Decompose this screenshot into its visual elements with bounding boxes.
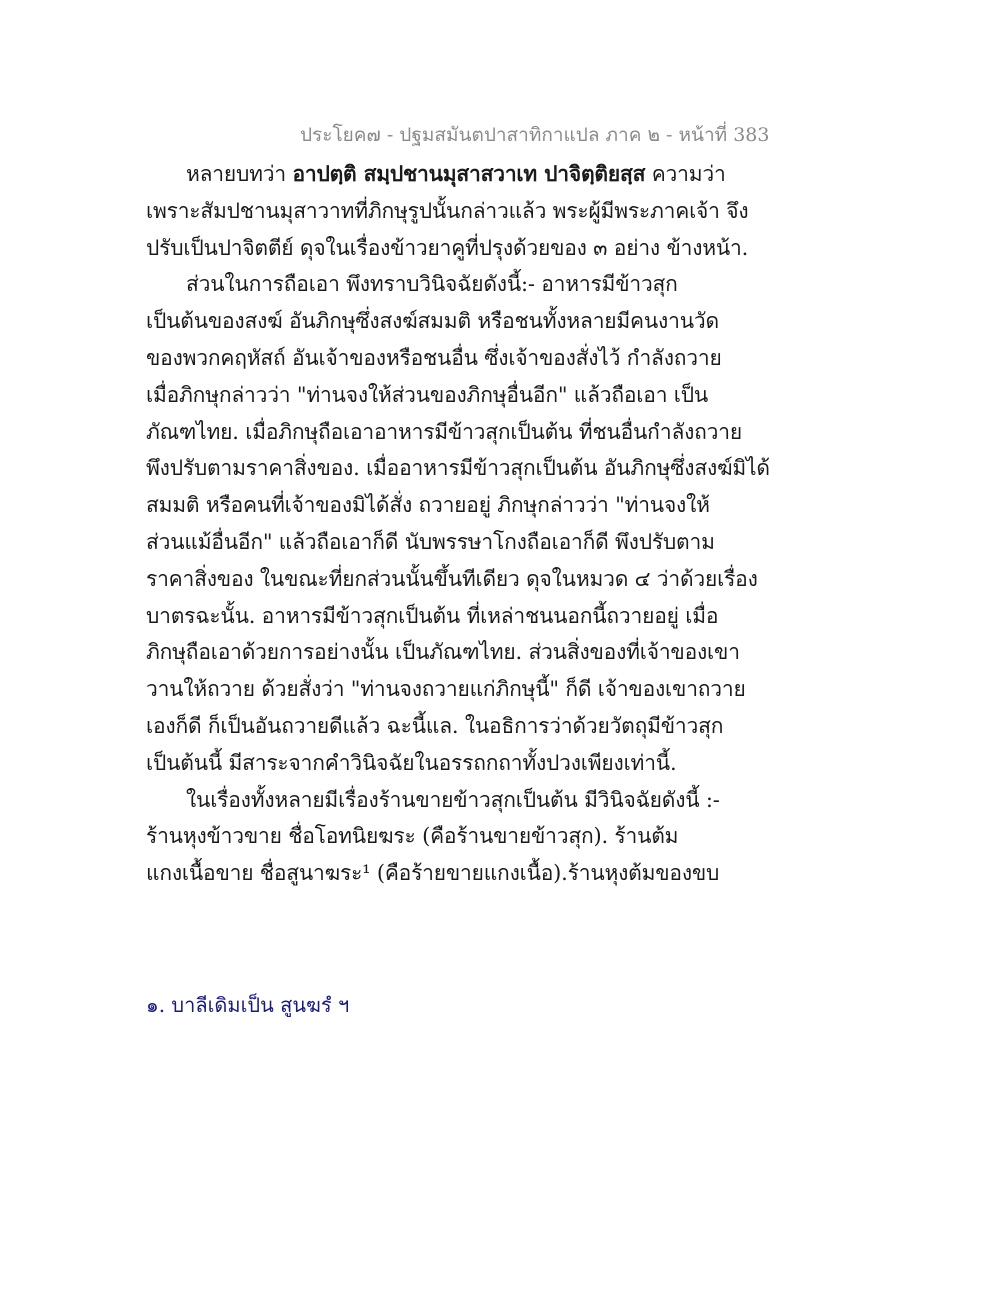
text-line: แกงเนื้อขาย ชื่อสูนาฆระ¹ (คือร้ายขายแกงเนื้อ).ร้านหุงต้มของขบ	[146, 861, 720, 886]
text-line: เมื่อภิกษุกล่าวว่า "ท่านจงให้ส่วนของภิกษุอื่นอีก" แล้วถือเอา เป็น	[146, 382, 709, 407]
text-line: เพราะสัมปชานมุสาวาทที่ภิกษุรูปนั้นกล่าวแล้ว พระผู้มีพระภาคเจ้า จึง	[146, 198, 749, 223]
body-text	[146, 156, 770, 892]
footnote: ๑. บาลีเดิมเป็น สูนฆรํ ฯ	[146, 993, 350, 1017]
text-line: ร้านหุงข้าวขาย ชื่อโอทนิยฆระ (คือร้านขายข้าวสุก). ร้านต้ม	[146, 824, 679, 849]
pali-term: อาปตฺติ สมฺปชานมุสาสวาเท ปาจิตฺติยสฺส	[292, 161, 646, 186]
text-line: วานให้ถวาย ด้วยสั่งว่า "ท่านจงถวายแก่ภิกษุนี้" ก็ดี เจ้าของเขาถวาย	[146, 677, 746, 702]
text-line: เองก็ดี ก็เป็นอันถวายดีแล้ว ฉะนี้แล. ในอธิการว่าด้วยวัตถุมีข้าวสุก	[146, 713, 724, 738]
paragraph-2-first-line: ส่วนในการถือเอา พึงทราบวินิจฉัยดังนี้:- อาหารมีข้าวสุก	[186, 272, 678, 297]
text-line: ภิกษุถือเอาด้วยการอย่างนั้น เป็นภัณฑไทย. ส่วนสิ่งของที่เจ้าของเขา	[146, 640, 740, 665]
text-line: สมมติ หรือคนที่เจ้าของมิได้สั่ง ถวายอยู่ ภิกษุกล่าวว่า "ท่านจงให้	[146, 493, 710, 518]
lead-text: หลายบทว่า	[186, 162, 286, 186]
lead-tail: ความว่า	[651, 162, 726, 186]
text-line: พึงปรับตามราคาสิ่งของ. เมื่ออาหารมีข้าวสุกเป็นต้น อันภิกษุซึ่งสงฆ์มิได้	[146, 456, 770, 481]
text-line: ส่วนแม้อื่นอีก" แล้วถือเอาก็ดี นับพรรษาโกงถือเอาก็ดี พึงปรับตาม	[146, 529, 715, 554]
text-line: บาตรฉะนั้น. อาหารมีข้าวสุกเป็นต้น ที่เหล่าชนนอกนี้ถวายอยู่ เมื่อ	[146, 603, 719, 628]
paragraph-1-first-line	[146, 156, 746, 193]
text-line: เป็นต้นนี้ มีสาระจากคำวินิจฉัยในอรรถกถาทั้งปวงเพียงเท่านี้.	[146, 750, 677, 775]
paragraph-3-first-line: ในเรื่องทั้งหลายมีเรื่องร้านขายข้าวสุกเป็นต้น มีวินิจฉัยดังนี้ :-	[186, 787, 720, 812]
text-line: เป็นต้นของสงฆ์ อันภิกษุซึ่งสงฆ์สมมติ หรือชนทั้งหลายมีคนงานวัด	[146, 309, 719, 334]
text-line: ปรับเป็นปาจิตตีย์ ดุจในเรื่องข้าวยาคูที่ปรุงด้วยของ ๓ อย่าง ข้างหน้า.	[146, 235, 749, 260]
running-header: ประโยค๗ - ปฐมสมันตปาสาทิกาแปล ภาค ๒ - หน้าที่ 383	[300, 124, 770, 146]
text-line: ราคาสิ่งของ ในขณะที่ยกส่วนนั้นขึ้นทีเดียว ดุจในหมวด ๔ ว่าด้วยเรื่อง	[146, 566, 758, 591]
text-line: ภัณฑไทย. เมื่อภิกษุถือเอาอาหารมีข้าวสุกเป็นต้น ที่ชนอื่นกำลังถวาย	[146, 419, 742, 444]
text-line: ของพวกคฤหัสถ์ อันเจ้าของหรือชนอื่น ซึ่งเจ้าของสั่งไว้ กำลังถวาย	[146, 345, 722, 370]
